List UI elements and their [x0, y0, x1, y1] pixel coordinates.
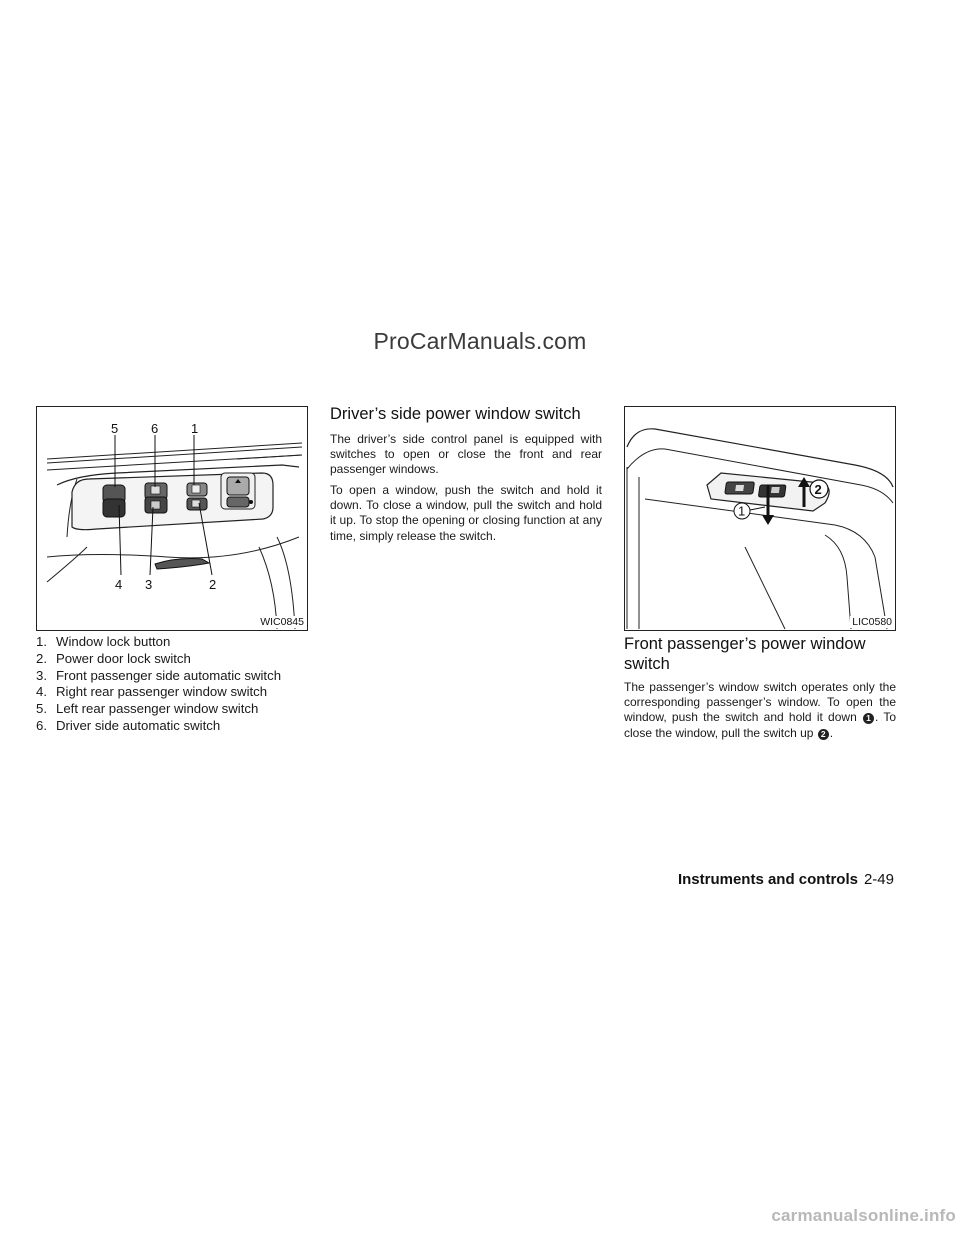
watermark-bottom: carmanualsonline.info [771, 1206, 956, 1225]
callout-2: 2 [209, 577, 217, 592]
driver-section-paragraph: To open a window, push the switch and hold it down. To close a window, pull the switch and hold it up. To stop the opening or closing function at any time, simply release the switch. [330, 483, 602, 543]
list-item: 6. Driver side automatic switch [36, 717, 221, 733]
list-item: 1. Window lock button [36, 634, 171, 649]
callout-3: 3 [145, 577, 153, 592]
callout-2: 2 [814, 482, 822, 497]
page-number: 2-49 [863, 871, 894, 888]
callout-5: 5 [111, 421, 119, 436]
callout-1: 1 [738, 503, 746, 519]
list-item: 3. Front passenger side automatic switch [36, 667, 282, 683]
callout-4: 4 [115, 577, 123, 592]
step-marker-2: 2 [818, 729, 829, 740]
list-item: 5. Left rear passenger window switch [36, 701, 259, 717]
callout-6: 6 [151, 421, 159, 436]
footer-section-title: Instruments and controls [677, 871, 858, 888]
driver-section-heading: Driver’s side power window switch [330, 405, 581, 423]
switch-legend-list [36, 634, 326, 735]
figure-code: WIC0845 [260, 616, 304, 628]
watermark-top: ProCarManuals.com [373, 328, 587, 354]
figure-driver-switch-panel [36, 406, 308, 631]
front-passenger-section-heading: Front passenger’s power window switch [624, 635, 866, 673]
figure-passenger-switch [624, 406, 896, 631]
step-marker-1: 1 [863, 713, 874, 724]
list-item: 2. Power door lock switch [36, 650, 191, 666]
passenger-switch-illustration [625, 407, 895, 630]
driver-switch-panel-illustration [37, 407, 307, 630]
callout-1: 1 [191, 421, 199, 436]
list-item: 4. Right rear passenger window switch [36, 684, 268, 700]
figure-code: LIC0580 [852, 616, 892, 628]
page-footer [678, 871, 894, 888]
front-passenger-section-paragraph: The passenger’s window switch operates only the corresponding passenger’s window. To open the window, push the switch and hold it down 1 . To close the window, pull the switch up 2 . [624, 680, 897, 740]
driver-section-paragraph: The driver’s side control panel is equipped with switches to open or close the front and rear passenger windows. [330, 432, 602, 477]
